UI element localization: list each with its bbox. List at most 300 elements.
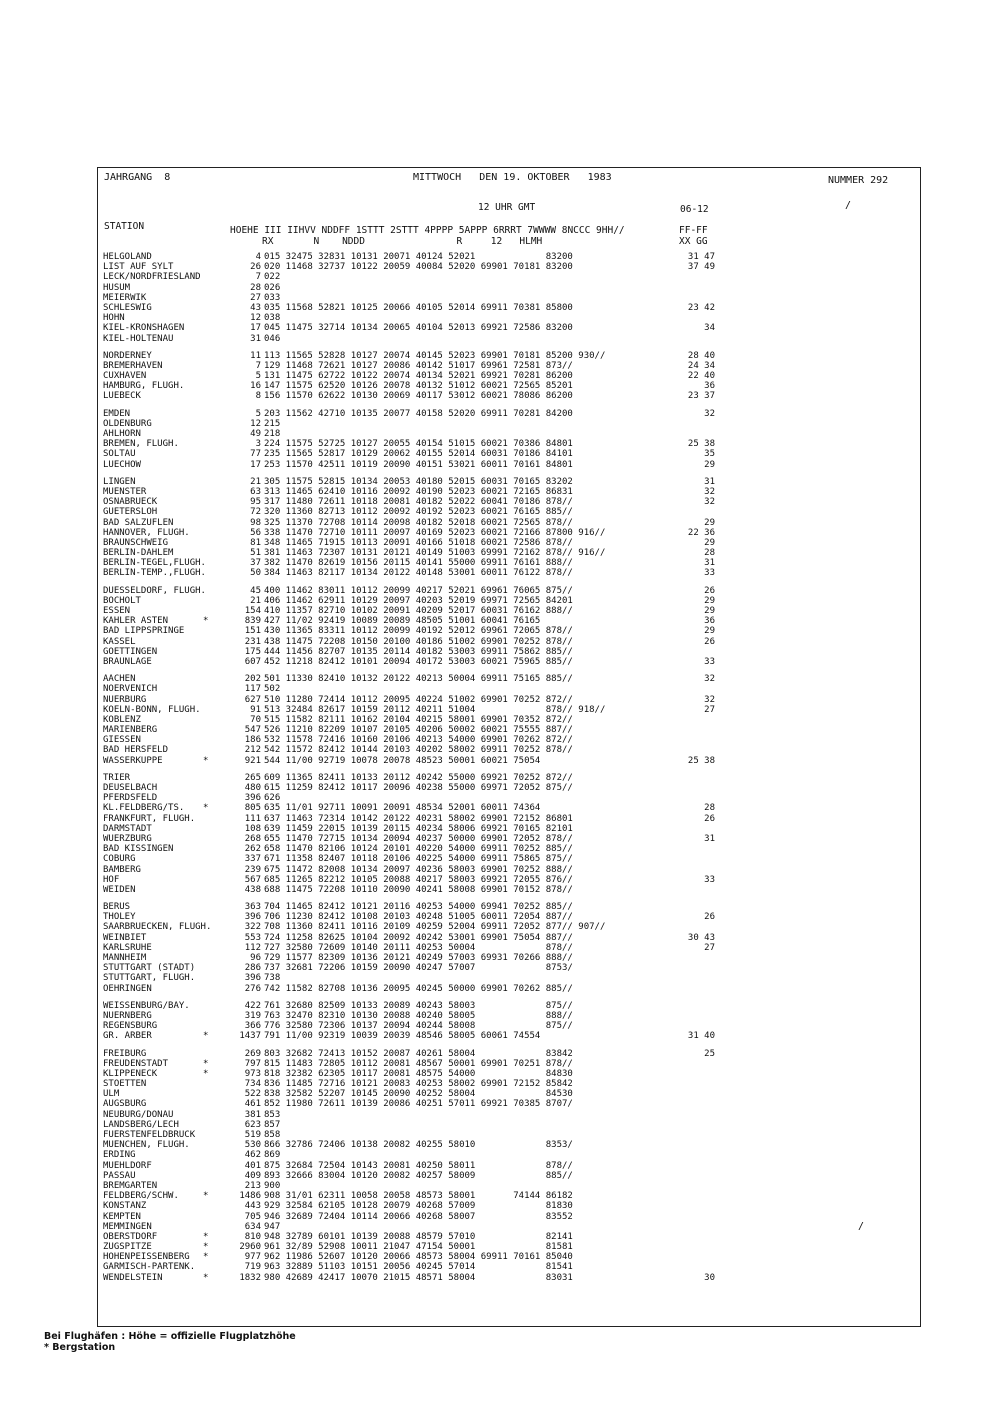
table-row [103,1110,915,1120]
observation-data: 045 11475 32714 10134 20065 40104 52013 69921 72586 83200 [264,323,573,334]
observation-data: 706 11230 82412 10108 20103 40248 51005 60011 72054 887// [264,912,573,923]
wind-gust: 22 40 [687,371,715,382]
station-name: ZUGSPITZE [103,1242,152,1253]
elevation: 265 [244,772,261,783]
elevation: 623 [244,1119,261,1130]
elevation: 49 [250,429,261,439]
table-row [103,606,915,616]
observation-data: 836 11485 72716 10121 20083 40253 58002 69901 72152 85842 [264,1079,573,1090]
table-row [103,538,915,548]
elevation: 973 [244,1068,261,1079]
table-row [103,912,915,922]
mountain-marker: * [203,803,209,814]
elevation: 396 [244,912,261,923]
elevation: 805 [244,803,261,814]
elevation: 567 [244,874,261,885]
observation-data: 526 11210 82209 10107 20105 40206 50002 60021 75555 887// [264,725,573,736]
observation-data: 729 11577 82309 10136 20121 40249 57003 69931 70266 888// [264,953,573,963]
table-row [103,596,915,606]
station-name: BERLIN-TEMP.,FLUGH. [103,568,206,579]
station-name: BERLIN-DAHLEM [103,548,174,559]
observation-data: 544 11/00 92719 10078 20078 48523 50001 60021 75054 [264,755,541,766]
station-group [103,252,915,344]
elevation: 381 [244,1109,261,1120]
wind-gust: 28 [704,803,715,814]
wind-gust: 36 [704,381,715,392]
wind-gust: 31 [704,558,715,569]
station-name: WEINBIET [103,932,147,943]
wind-gust: 25 [704,1048,715,1059]
table-row [103,293,915,303]
elevation: 77 [250,449,261,460]
wind-gust: 33 [704,656,715,667]
margin-mark: / [858,1221,865,1232]
observation-data: 022 [264,272,281,283]
station-name: FELDBERG/SCHW. [103,1191,179,1202]
elevation: 63 [250,486,261,497]
observation-data: 818 32382 62305 10117 20081 48575 54000 84830 [264,1068,573,1079]
table-row [103,844,915,854]
station-name: STUTTGART (STADT) [103,963,196,974]
station-name: WUERZBURG [103,833,152,844]
observation-data: 724 11258 82625 10104 20092 40242 53001 69901 75054 887// [264,932,573,943]
elevation: 11 [250,350,261,361]
issue-number: NUMMER 292 [828,175,889,186]
station-group [103,1001,915,1042]
elevation: 112 [244,942,261,953]
observation-data: 929 32584 62105 10128 20079 40268 57009 81830 [264,1201,573,1212]
station-name: WEIDEN [103,884,136,895]
wind-gust: 33 [704,568,715,579]
wind-gust: 32 [704,497,715,508]
table-row [103,568,915,578]
mountain-marker: * [203,1068,209,1079]
station-name: HOHN [103,313,125,324]
wind-gust: 26 [704,813,715,824]
table-row [103,1171,915,1181]
station-name: DUESSELDORF, FLUGH. [103,585,206,596]
table-row [103,1130,915,1140]
observation-data: 046 [264,333,281,344]
elevation: 443 [244,1201,261,1212]
elevation: 37 [250,558,261,569]
wind-gust: 25 38 [687,755,715,766]
date-line: MITTWOCH DEN 19. OKTOBER 1983 [413,172,612,183]
station-name: ULM [103,1089,120,1100]
mountain-marker: * [203,1272,209,1283]
table-row [103,409,915,419]
wind-gust: 29 [704,517,715,528]
observation-data: 035 11568 52821 10125 20066 40105 52014 69911 70381 85800 [264,302,573,313]
observation-data: 639 11459 22015 10139 20115 40234 58006 69921 70165 82101 [264,823,573,834]
observation-data: 015 32475 32831 10131 20071 40124 52021 83200 [264,252,573,262]
table-row [103,684,915,694]
station-name: PASSAU [103,1170,136,1181]
wind-gust: 26 [704,585,715,596]
elevation: 151 [244,626,261,637]
wind-gust: 37 49 [687,262,715,273]
elevation: 12 [250,313,261,324]
elevation: 21 [250,476,261,487]
elevation: 3 [255,439,261,450]
table-row [103,1001,915,1011]
station-name: OSNABRUECK [103,497,158,508]
elevation: 480 [244,783,261,793]
elevation: 31 [250,333,261,344]
table-row [103,834,915,844]
table-row [103,1059,915,1069]
table-row [103,1273,915,1283]
elevation: 319 [244,1010,261,1021]
observation-data: 635 11/01 92711 10091 20091 48534 52001 60011 74364 [264,803,541,814]
table-row [103,824,915,834]
station-name: FREIBURG [103,1048,147,1059]
table-row [103,303,915,313]
elevation: 56 [250,527,261,538]
wind-gust: 31 40 [687,1031,715,1042]
elevation: 202 [244,674,261,685]
station-name: KIEL-KRONSHAGEN [103,323,185,334]
station-name: CUXHAVEN [103,371,147,382]
table-row [103,460,915,470]
station-group [103,586,915,668]
station-name: BAD KISSINGEN [103,844,174,855]
station-name: OBERSTDORF [103,1231,158,1242]
table-row [103,1099,915,1109]
station-name: FREUDENSTADT [103,1058,169,1069]
station-name: BAD HERSFELD [103,745,169,756]
wind-gust: 30 [704,1272,715,1283]
elevation: 91 [250,704,261,715]
wind-gust: 32 [704,674,715,685]
elevation: 8 [255,391,261,402]
observation-data: 852 11980 72611 10139 20086 40251 57011 69921 70385 8707/ [264,1099,573,1110]
elevation: 530 [244,1140,261,1151]
station-name: KAHLER ASTEN [103,616,169,627]
elevation: 72 [250,507,261,518]
station-name: BREMEN, FLUGH. [103,439,179,450]
station-table [103,252,915,1290]
station-name: KONSTANZ [103,1201,147,1212]
station-group [103,674,915,766]
observation-data: 761 32680 82509 10133 20089 40243 58003 875// [264,1000,573,1011]
observation-data: 427 11/02 92419 10089 20089 48505 51001 60041 76165 [264,616,541,627]
elevation: 438 [244,884,261,895]
observation-data: 348 11465 71915 10113 20091 40166 51018 60021 72586 878// [264,537,573,548]
station-name: DEUSELBACH [103,783,158,793]
elevation: 154 [244,606,261,616]
table-row [103,283,915,293]
station-name: KOELN-BONN, FLUGH. [103,704,201,715]
station-name: KOBLENZ [103,714,141,725]
wind-gust: 26 [704,912,715,923]
station-name: BRAUNLAGE [103,656,152,667]
observation-data: 532 11578 72416 10160 20106 40213 54000 69901 70262 872// [264,735,573,746]
station-name: KLIPPENECK [103,1068,158,1079]
observation-data: 313 11465 62410 10116 20092 40190 52023 60021 72165 86831 [264,486,573,497]
table-row [103,745,915,755]
station-name: LINGEN [103,476,136,487]
observation-data: 406 11462 62911 10129 20097 40203 52019 69971 72565 84201 [264,595,573,606]
observation-data: 962 11986 52607 10120 20066 48573 58004 69911 70161 85040 [264,1252,573,1263]
station-name: LANDSBERG/LECH [103,1119,179,1130]
elevation: 607 [244,656,261,667]
table-row [103,902,915,912]
observation-data: 875 32684 72504 10143 20081 40250 58011 878// [264,1160,573,1171]
station-name: LECK/NORDFRIESLAND [103,272,201,283]
elevation: 797 [244,1058,261,1069]
elevation: 977 [244,1252,261,1263]
station-name: STUTTGART, FLUGH. [103,973,196,984]
station-name: LIST AUF SYLT [103,262,174,273]
observation-data: 502 [264,684,281,695]
observation-data: 708 11360 82411 10116 20109 40259 52004 69911 72052 877// 907// [264,922,606,933]
mountain-marker: * [203,1191,209,1202]
observation-data: 609 11365 82411 10133 20112 40242 55000 69921 70252 872// [264,772,573,783]
station-name: ESSEN [103,606,131,616]
table-row [103,586,915,596]
observation-data: 515 11582 82111 10162 20104 40215 58001 69901 70352 872// [264,714,573,725]
observation-data: 893 32666 83004 10120 20082 40257 58009 885// [264,1170,573,1181]
table-row [103,695,915,705]
table-row [103,528,915,538]
column-header-2: RX N NDDD R 12 HLMH [262,236,543,247]
wind-gust: 28 40 [687,350,715,361]
observation-data: 869 [264,1150,281,1161]
observation-data: 961 32/89 52908 10011 21047 47154 50001 81581 [264,1242,573,1253]
table-row [103,854,915,864]
station-name: FRANKFURT, FLUGH. [103,813,196,824]
wind-gust: 32 [704,486,715,497]
station-name: HUSUM [103,282,131,293]
observation-data: 147 11575 62520 10126 20078 40132 51012 60021 72565 85201 [264,381,573,392]
observation-data: 382 11470 82619 10156 20115 40141 55000 69911 76161 888// [264,558,573,569]
elevation: 522 [244,1089,261,1100]
observation-data: 381 11463 72307 10131 20121 40149 51003 69991 72162 878// 916// [264,548,606,559]
observation-data: 742 11582 82708 10136 20095 40245 50000 69901 70262 885// [264,983,573,994]
mountain-marker: * [203,1242,209,1253]
elevation: 269 [244,1048,261,1059]
station-name: HELGOLAND [103,252,152,262]
station-name: BAD SALZUFLEN [103,517,174,528]
observation-data: 838 32582 52207 10145 20090 40252 58004 84530 [264,1089,573,1100]
station-name: EMDEN [103,408,131,419]
table-row [103,885,915,895]
station-name: NUERNBERG [103,1010,152,1021]
observation-data: 946 32689 72404 10114 20066 40268 58007 83552 [264,1211,573,1222]
jahrgang: JAHRGANG 8 [104,172,171,183]
station-name: KEMPTEN [103,1211,141,1222]
elevation: 108 [244,823,261,834]
observation-data: 444 11456 82707 10135 20114 40182 53003 69911 75862 885// [264,646,573,657]
observation-data: 626 [264,793,281,804]
elevation: 70 [250,714,261,725]
elevation: 1832 [239,1272,261,1283]
table-row [103,1089,915,1099]
elevation: 117 [244,684,261,695]
table-row [103,518,915,528]
table-row [103,323,915,333]
observation-data: 853 [264,1109,281,1120]
observation-data: 400 11462 83011 10112 20099 40217 52021 69961 76065 875// [264,585,573,596]
observation-data: 947 [264,1221,281,1232]
elevation: 213 [244,1180,261,1191]
observation-data: 129 11468 72621 10127 20086 40142 51017 69961 72581 873// [264,360,573,371]
observation-data: 384 11463 82117 10134 20122 40148 53001 60011 76122 878// [264,568,573,579]
station-name: HOHENPEISSENBERG [103,1252,190,1263]
table-row [103,922,915,932]
observation-data: 776 32580 72306 10137 20094 40244 58008 875// [264,1021,573,1032]
wind-gust: 23 37 [687,391,715,402]
elevation: 12 [250,418,261,429]
elevation: 111 [244,813,261,824]
observation-data: 410 11357 82710 10102 20091 40209 52017 60031 76162 888// [264,606,573,616]
elevation: 921 [244,755,261,766]
ff-header-2: XX GG [679,236,708,247]
station-header: STATION [104,221,145,232]
elevation: 276 [244,983,261,994]
station-name: OLDENBURG [103,418,152,429]
station-name: NEUBURG/DONAU [103,1109,174,1120]
table-row [103,1031,915,1041]
table-row [103,1201,915,1211]
observation-data: 685 11265 82212 10105 20088 40217 58003 69921 72055 876// [264,874,573,885]
station-name: DARMSTADT [103,823,152,834]
station-name: AACHEN [103,674,136,685]
wind-gust: 29 [704,606,715,616]
mountain-marker: * [203,755,209,766]
station-name: TRIER [103,772,131,783]
station-name: HANNOVER, FLUGH. [103,527,190,538]
elevation: 26 [250,262,261,273]
table-row [103,616,915,626]
elevation: 322 [244,922,261,933]
wind-gust: 23 42 [687,302,715,313]
station-name: GARMISCH-PARTENK. [103,1262,196,1273]
table-row [103,1242,915,1252]
observation-data: 704 11465 82412 10121 20116 40253 54000 69941 70252 885// [264,902,573,913]
table-row [103,865,915,875]
station-name: BERLIN-TEGEL,FLUGH. [103,558,206,569]
observation-data: 224 11575 52725 10127 20055 40154 51015 60021 70386 84801 [264,439,573,450]
table-row [103,1069,915,1079]
elevation: 839 [244,616,261,627]
station-name: PFERDSFELD [103,793,158,804]
elevation: 719 [244,1262,261,1273]
observation-data: 338 11470 72710 10111 20097 40169 52023 60021 72166 87800 916// [264,527,606,538]
wind-gust: 31 [704,833,715,844]
elevation: 734 [244,1079,261,1090]
table-row [103,252,915,262]
elevation: 634 [244,1221,261,1232]
station-name: AUGSBURG [103,1099,147,1110]
wind-gust: 33 [704,874,715,885]
table-row [103,803,915,813]
table-row [103,943,915,953]
table-row [103,548,915,558]
table-row [103,1150,915,1160]
table-row [103,391,915,401]
table-row [103,1120,915,1130]
column-header-1: HOEHE III IIHVV NDDFF 1STTT 2STTT 4PPPP 5APPP 6RRRT 7WWWW 8NCCC 9HH// [230,225,625,236]
elevation: 396 [244,973,261,984]
table-row [103,875,915,885]
wind-gust: 29 [704,459,715,470]
observation-data: 671 11358 82407 10118 20106 40225 54000 69911 75865 875// [264,854,573,865]
observation-data: 317 11480 72611 10118 20081 40182 52022 60041 70186 878// [264,497,573,508]
observation-data: 203 11562 42710 10135 20077 40158 52020 69911 70281 84200 [264,408,573,419]
station-name: WEISSENBURG/BAY. [103,1000,190,1011]
table-row [103,1011,915,1021]
station-name: BREMERHAVEN [103,360,163,371]
observation-data: 430 11365 83311 10112 20099 40192 52012 69961 72065 878// [264,626,573,637]
table-row [103,756,915,766]
table-row [103,984,915,994]
footnote-mountain-station: * Bergstation [44,1342,116,1353]
elevation: 28 [250,282,261,293]
observation-data: 156 11570 62622 10130 20069 40117 53012 60021 78086 86200 [264,391,573,402]
table-row [103,1181,915,1191]
table-row [103,793,915,803]
table-row [103,429,915,439]
observation-data: 857 [264,1119,281,1130]
station-group [103,1049,915,1283]
table-row [103,497,915,507]
wind-gust: 25 38 [687,439,715,450]
station-name: MARIENBERG [103,725,158,736]
table-row [103,973,915,983]
elevation: 96 [250,953,261,963]
elevation: 7 [255,360,261,371]
observation-data: 320 11360 82713 10112 20092 40192 52023 60021 76165 885// [264,507,573,518]
elevation: 519 [244,1130,261,1140]
station-name: MEIERWIK [103,292,147,303]
station-name: FUERSTENFELDBRUCK [103,1130,196,1140]
elevation: 7 [255,272,261,283]
margin-mark: / [845,200,852,211]
elevation: 81 [250,537,261,548]
elevation: 547 [244,725,261,736]
station-name: COBURG [103,854,136,865]
elevation: 462 [244,1150,261,1161]
observation-data: 215 [264,418,281,429]
wind-gust: 27 [704,942,715,953]
station-name: SCHLESWIG [103,302,152,313]
observation-data: 658 11470 82106 10124 20101 40220 54000 69911 70252 885// [264,844,573,855]
table-row [103,637,915,647]
table-row [103,1262,915,1272]
wind-gust: 29 [704,537,715,548]
elevation: 4 [255,252,261,262]
observation-data: 305 11575 52815 10134 20053 40180 52015 60031 70165 83202 [264,476,573,487]
wind-gust: 34 [704,323,715,334]
observation-data: 438 11475 72208 10150 20100 40186 51002 69901 70252 878// [264,636,573,647]
station-group [103,902,915,994]
elevation: 366 [244,1021,261,1032]
station-name: GUETERSLOH [103,507,158,518]
observation-data: 963 32889 51103 10151 20056 40245 57014 81541 [264,1262,573,1273]
table-row [103,814,915,824]
elevation: 95 [250,497,261,508]
wind-gust: 22 36 [687,527,715,538]
station-name: REGENSBURG [103,1021,158,1032]
mountain-marker: * [203,616,209,627]
mountain-marker: * [203,1252,209,1263]
station-name: BAMBERG [103,864,141,875]
elevation: 175 [244,646,261,657]
wind-gust: 32 [704,408,715,419]
station-name: WASSERKUPPE [103,755,163,766]
